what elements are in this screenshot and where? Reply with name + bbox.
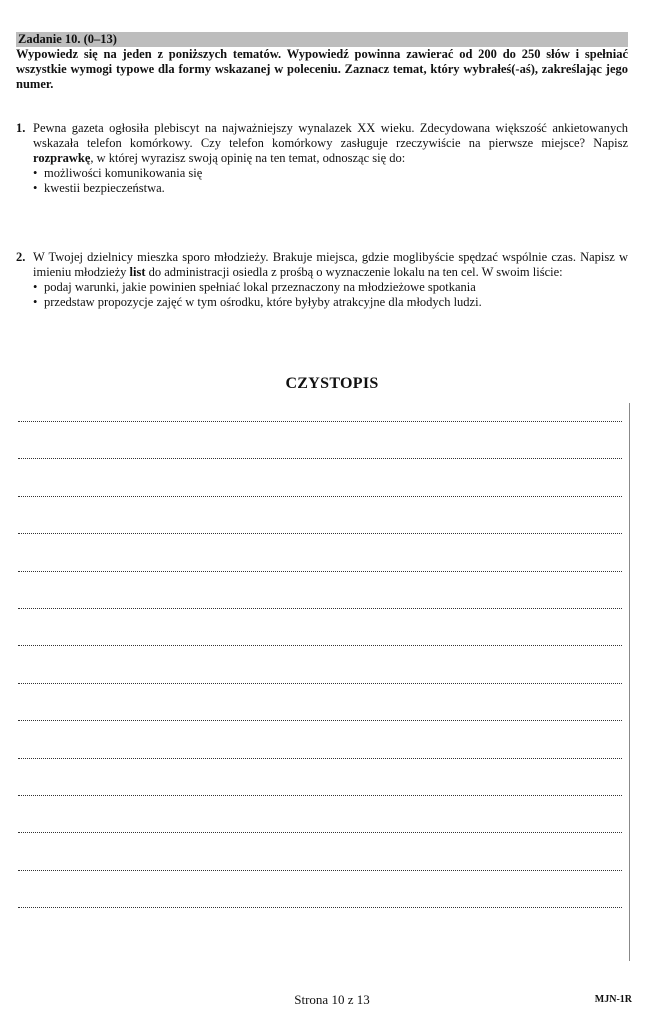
answer-line[interactable] (18, 683, 622, 684)
topic-form-keyword: rozprawkę (33, 151, 91, 165)
writing-area-border (629, 403, 630, 961)
task-header (16, 32, 628, 92)
topic-text: Pewna gazeta ogłosiła plebiscyt na najważniejszy wynalazek XX wieku. Zdecydowana większość ankietowanych wskazała telefon komórkowy. Czy telefon komórkowy zasługuje rzeczywiście na pierwsze miejsce? Napisz (33, 121, 628, 150)
answer-line[interactable] (18, 421, 622, 422)
task-title: Zadanie 10. (0–13) (16, 32, 628, 47)
topic-number[interactable]: 1. (16, 121, 26, 135)
topic-bullet-list (33, 166, 628, 196)
topic-text: W Twojej dzielnicy mieszka sporo młodzieży. Brakuje miejsca, gdzie moglibyście spędzać wspólnie czas. Napisz w imieniu młodzieży (33, 250, 628, 279)
exam-code: MJN-1R (594, 994, 632, 1005)
topic-form-keyword: list (129, 265, 146, 279)
topic-bullet: • przedstaw propozycje zajęć w tym ośrodku, które byłyby atrakcyjne dla młodych ludzi. (33, 295, 628, 310)
topic-body (33, 250, 628, 310)
answer-line[interactable] (18, 571, 622, 572)
topic-body (33, 121, 628, 196)
topic-bullet: • podaj warunki, jakie powinien spełniać lokal przeznaczony na młodzieżowe spotkania (33, 280, 628, 295)
task-instruction: Wypowiedz się na jeden z poniższych tematów. Wypowiedź powinna zawierać od 200 do 250 słów i spełniać wszystkie wymogi typowe dla formy wskazanej w poleceniu. Zaznacz temat, który wybrałeś(-aś), zakreślając jego numer. (16, 47, 628, 91)
draft-heading: CZYSTOPIS (285, 375, 379, 392)
answer-line[interactable] (18, 533, 622, 534)
topic-number[interactable]: 2. (16, 250, 26, 264)
answer-line[interactable] (18, 645, 622, 646)
answer-line[interactable] (18, 758, 622, 759)
answer-line[interactable] (18, 795, 622, 796)
writing-area[interactable] (16, 403, 630, 961)
answer-line[interactable] (18, 720, 622, 721)
answer-line[interactable] (18, 608, 622, 609)
answer-line[interactable] (18, 907, 622, 908)
topic-bullet: • możliwości komunikowania się (33, 166, 628, 181)
topic-bullet: • kwestii bezpieczeństwa. (33, 181, 628, 196)
topic-bullet-list (33, 280, 628, 310)
answer-line[interactable] (18, 870, 622, 871)
topic-text: do administracji osiedla z prośbą o wyznaczenie lokalu na ten cel. W swoim liście: (145, 265, 563, 279)
topic-1[interactable] (16, 121, 628, 196)
topic-2[interactable] (16, 250, 628, 310)
page-number: Strona 10 z 13 (294, 992, 370, 1007)
topic-text: , w której wyrazisz swoją opinię na ten temat, odnosząc się do: (90, 151, 406, 165)
answer-line[interactable] (18, 458, 622, 459)
answer-line[interactable] (18, 832, 622, 833)
answer-line[interactable] (18, 496, 622, 497)
